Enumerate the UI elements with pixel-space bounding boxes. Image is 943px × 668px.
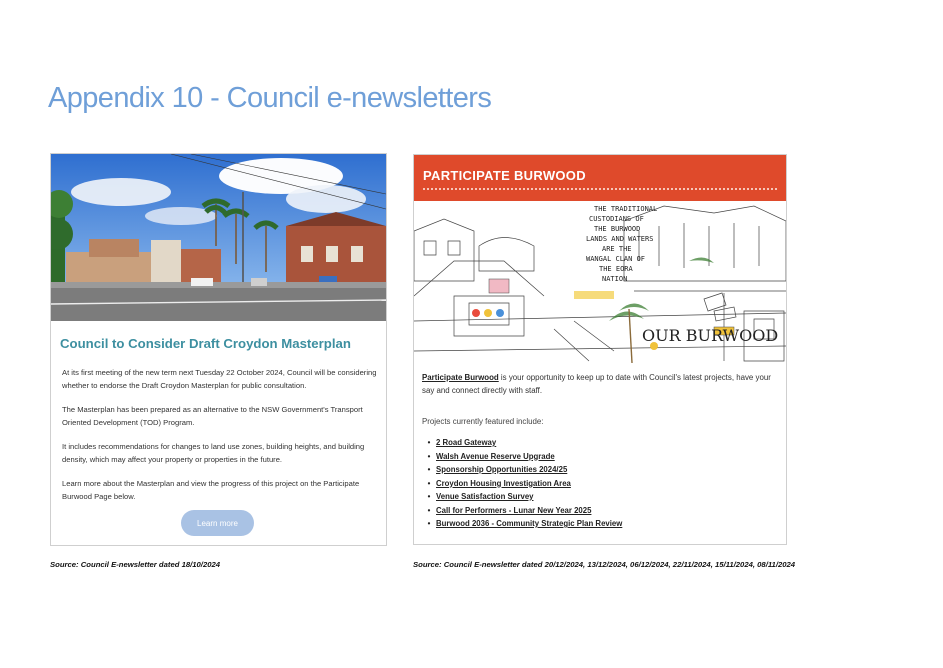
acknowledgement-line: NATION bbox=[602, 275, 628, 283]
project-link-venue-survey[interactable]: • Venue Satisfaction Survey bbox=[422, 492, 622, 506]
bullet-icon: • bbox=[427, 478, 431, 488]
bullet-icon: • bbox=[427, 519, 431, 528]
acknowledgement-line: THE TRADITIONAL bbox=[594, 205, 658, 213]
intro-body: is your opportunity to keep up to date with Council's latest projects, have your say and connect directly with staff. bbox=[422, 373, 771, 395]
newsletter-paragraph: It includes recommendations for changes to land use zones, building heights, and building density, which may affect your property or properties in the future. bbox=[62, 442, 365, 464]
project-link-walsh-avenue[interactable]: • Walsh Avenue Reserve Upgrade bbox=[422, 452, 622, 466]
bullet-icon: • bbox=[427, 438, 431, 447]
bullet-icon: • bbox=[427, 465, 431, 474]
bullet-icon: • bbox=[427, 505, 431, 515]
project-link-2-road-gateway[interactable]: • 2 Road Gateway bbox=[422, 438, 622, 452]
participate-burwood-link[interactable]: Participate Burwood bbox=[422, 373, 499, 382]
acknowledgement-line: CUSTODIANS OF bbox=[589, 215, 644, 223]
learn-more-button[interactable]: Learn more bbox=[181, 510, 254, 536]
acknowledgement-line: THE EORA bbox=[599, 265, 633, 273]
banner-divider bbox=[423, 188, 777, 190]
acknowledgement-line: ARE THE bbox=[602, 245, 632, 253]
project-link-burwood-2036[interactable]: • Burwood 2036 - Community Strategic Plan Review bbox=[422, 519, 622, 533]
bullet-icon: • bbox=[427, 492, 431, 501]
participate-burwood-card bbox=[413, 154, 787, 545]
participate-burwood-banner bbox=[414, 155, 786, 201]
our-burwood-logo: OUR BURWOOD bbox=[642, 326, 779, 345]
our-burwood-illustration bbox=[414, 201, 786, 364]
newsletter-paragraph: At its first meeting of the new term next Tuesday 22 October 2024, Council will be considering whether to endorse the Draft Croydon Masterplan for public consultation. bbox=[62, 368, 377, 390]
project-link-call-for-performers[interactable]: • Call for Performers - Lunar New Year 2025 bbox=[422, 506, 622, 520]
featured-label: Projects currently featured include: bbox=[422, 417, 544, 426]
page-title: Appendix 10 - Council e-newsletters bbox=[48, 82, 492, 114]
project-link-sponsorship[interactable]: • Sponsorship Opportunities 2024/25 bbox=[422, 465, 622, 479]
acknowledgement-line: WANGAL CLAN OF bbox=[586, 255, 646, 263]
intro-text bbox=[422, 371, 778, 397]
croydon-newsletter-card bbox=[50, 153, 387, 546]
acknowledgement-line: LANDS AND WATERS bbox=[586, 235, 654, 243]
newsletter-paragraph: The Masterplan has been prepared as an alternative to the NSW Government's Transport Oriented Development (TOD) Program. bbox=[62, 405, 363, 427]
projects-list bbox=[422, 438, 622, 533]
banner-title: PARTICIPATE BURWOOD bbox=[423, 168, 586, 183]
source-caption-left: Source: Council E-newsletter dated 18/10/2024 bbox=[50, 560, 221, 569]
source-caption-right: Source: Council E-newsletter dated 20/12/2024, 13/12/2024, 06/12/2024, 22/11/2024, 15/11/2024, 08/11/2024 bbox=[413, 560, 796, 569]
project-link-croydon-housing[interactable]: • Croydon Housing Investigation Area bbox=[422, 479, 622, 493]
croydon-street-photo bbox=[51, 154, 386, 321]
newsletter-paragraph: Learn more about the Masterplan and view the progress of this project on the Participate Burwood Page below. bbox=[62, 479, 360, 501]
bullet-icon: • bbox=[427, 451, 431, 461]
acknowledgement-line: THE BURWOOD bbox=[594, 225, 641, 233]
newsletter-headline: Council to Consider Draft Croydon Masterplan bbox=[60, 336, 351, 351]
